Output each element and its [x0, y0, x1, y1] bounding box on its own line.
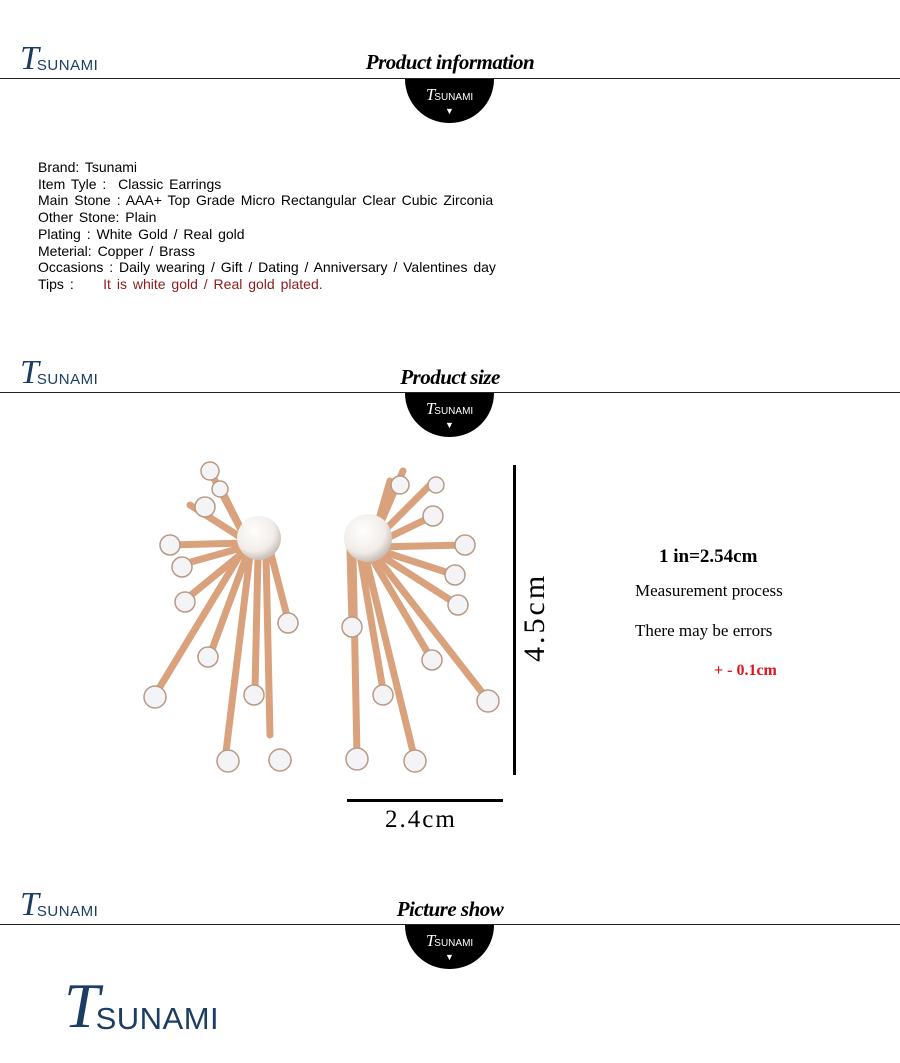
earrings-product-image [120, 455, 540, 785]
info-other-stone: Other Stone: Plain [38, 209, 157, 226]
tsunami-badge: TSUNAMI ▼ [405, 393, 494, 437]
info-plating: Plating : White Gold / Real gold [38, 225, 245, 242]
arrow-down-icon: ▼ [445, 106, 454, 116]
height-measure-line [513, 465, 516, 775]
section-title-product-size: Product size [400, 365, 500, 389]
tsunami-logo: T SUNAMI [20, 354, 99, 391]
size-conversion: 1 in=2.54cm [659, 546, 758, 567]
info-brand: Brand: Tsunami [38, 159, 138, 175]
product-info-list [38, 159, 496, 293]
tsunami-logo-large: T SUNAMI [64, 970, 220, 1041]
info-item-type: Item Tyle : Classic Earrings [38, 175, 222, 192]
measurement-tolerance: + - 0.1cm [714, 662, 777, 679]
info-tips [38, 276, 496, 293]
tsunami-badge: TSUNAMI ▼ [405, 925, 494, 969]
section-title-picture-show: Picture show [396, 897, 504, 921]
section-title-product-information: Product information [365, 50, 535, 74]
tips-label: Tips : [38, 275, 74, 292]
left-earring [155, 471, 288, 760]
width-measure-label: 2.4cm [385, 806, 457, 833]
height-measure-label: 4.5cm [518, 572, 551, 662]
tsunami-logo: T SUNAMI [20, 886, 99, 923]
tips-value: It is white gold / Real gold plated. [103, 275, 323, 292]
info-occasions: Occasions : Daily wearing / Gift / Dating / Anniversary / Valentines day [38, 259, 496, 276]
measurement-process: Measurement process [635, 581, 783, 600]
info-main-stone: Main Stone : AAA+ Top Grade Micro Rectangular Clear Cubic Zirconia [38, 192, 494, 209]
width-measure-line [347, 799, 503, 802]
measurement-errors: There may be errors [635, 621, 773, 640]
tsunami-logo: T SUNAMI [20, 40, 99, 77]
arrow-down-icon: ▼ [445, 420, 454, 430]
arrow-down-icon: ▼ [445, 952, 454, 962]
info-material: Meterial: Copper / Brass [38, 242, 195, 259]
tsunami-badge: TSUNAMI ▼ [405, 79, 494, 123]
